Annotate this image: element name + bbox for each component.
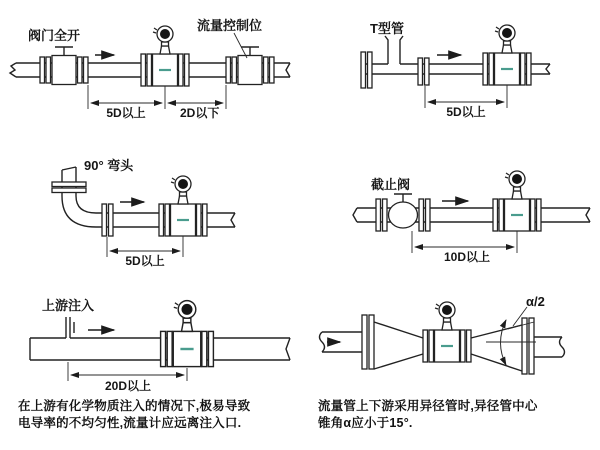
label-upstream-injection: 上游注入 <box>42 298 95 313</box>
flange <box>109 204 114 236</box>
flange <box>362 315 367 369</box>
label-stop-valve: 截止阀 <box>371 177 411 192</box>
flange <box>376 199 381 231</box>
flange <box>419 199 424 231</box>
pipe-break-right <box>546 64 550 74</box>
pipe-break-right <box>560 337 565 357</box>
pipe-right <box>534 337 562 357</box>
dimension-text-20d: 20D以上 <box>104 379 152 393</box>
flow-meter-icon <box>423 302 471 362</box>
flow-meter-icon <box>493 171 541 231</box>
flange <box>369 315 374 369</box>
diagram-stop-valve <box>353 171 590 264</box>
angle-arc <box>501 320 507 365</box>
elbow-bend <box>62 196 96 227</box>
flange <box>361 52 366 88</box>
label-flow-control-position: 流量控制位 <box>197 18 263 33</box>
flange <box>52 182 86 187</box>
diagram-90-elbow <box>52 158 235 268</box>
dimension-text-5d: 5D以上 <box>106 106 146 120</box>
reducer-cone-left <box>374 322 423 369</box>
pipe-break-right <box>286 63 290 77</box>
injection-tube <box>66 317 74 338</box>
label-cone-half-angle: α/2 <box>526 294 545 309</box>
flange <box>383 199 388 231</box>
flange <box>418 58 423 85</box>
control-valve-icon <box>226 47 274 85</box>
pipe-break-left <box>10 63 16 77</box>
flange <box>425 58 430 85</box>
flange <box>52 188 86 193</box>
reducer-cone-right <box>471 325 522 371</box>
dimension-text-10d: 10D以上 <box>443 250 491 264</box>
flow-meter-icon <box>161 301 214 367</box>
flange <box>529 318 534 374</box>
flange <box>102 204 107 236</box>
label-t-pipe: T型管 <box>370 21 404 36</box>
flow-meter-icon <box>159 176 207 236</box>
t-branch <box>385 36 403 64</box>
valve-stem <box>394 194 412 202</box>
valve-icon <box>40 47 88 85</box>
dimension-text-5d: 5D以上 <box>125 254 165 268</box>
flow-meter-icon <box>141 26 189 86</box>
caption-right-line2: 锥角α应小于15°. <box>318 416 413 430</box>
diagram-t-pipe <box>361 21 550 119</box>
dimension-text-2d: 2D以下 <box>180 106 220 120</box>
diagram-upstream-injection <box>30 298 290 393</box>
label-elbow: 90° 弯头 <box>84 158 134 173</box>
flange <box>522 318 527 374</box>
globe-valve-body <box>389 202 418 228</box>
leader-line <box>234 33 247 58</box>
caption-left-line2: 电导率的不均匀性,流量计应远离注入口. <box>18 416 242 430</box>
flange <box>368 52 373 88</box>
pipe-break-left <box>320 332 325 352</box>
caption-right <box>318 398 593 432</box>
dimension-text-5d: 5D以上 <box>446 105 486 119</box>
caption-left <box>18 398 310 432</box>
label-valve-full-open: 阀门全开 <box>28 28 81 43</box>
caption-left-line1: 在上游有化学物质注入的情况下,极易导致 <box>18 399 251 413</box>
flange <box>426 199 431 231</box>
flow-meter-icon <box>483 25 531 85</box>
diagram-valve-full-open <box>10 18 290 120</box>
caption-right-line1: 流量管上下游采用异径管时,异径管中心 <box>318 399 538 413</box>
diagram-reducer-cone <box>320 294 565 374</box>
pipe-break-right <box>286 338 290 360</box>
